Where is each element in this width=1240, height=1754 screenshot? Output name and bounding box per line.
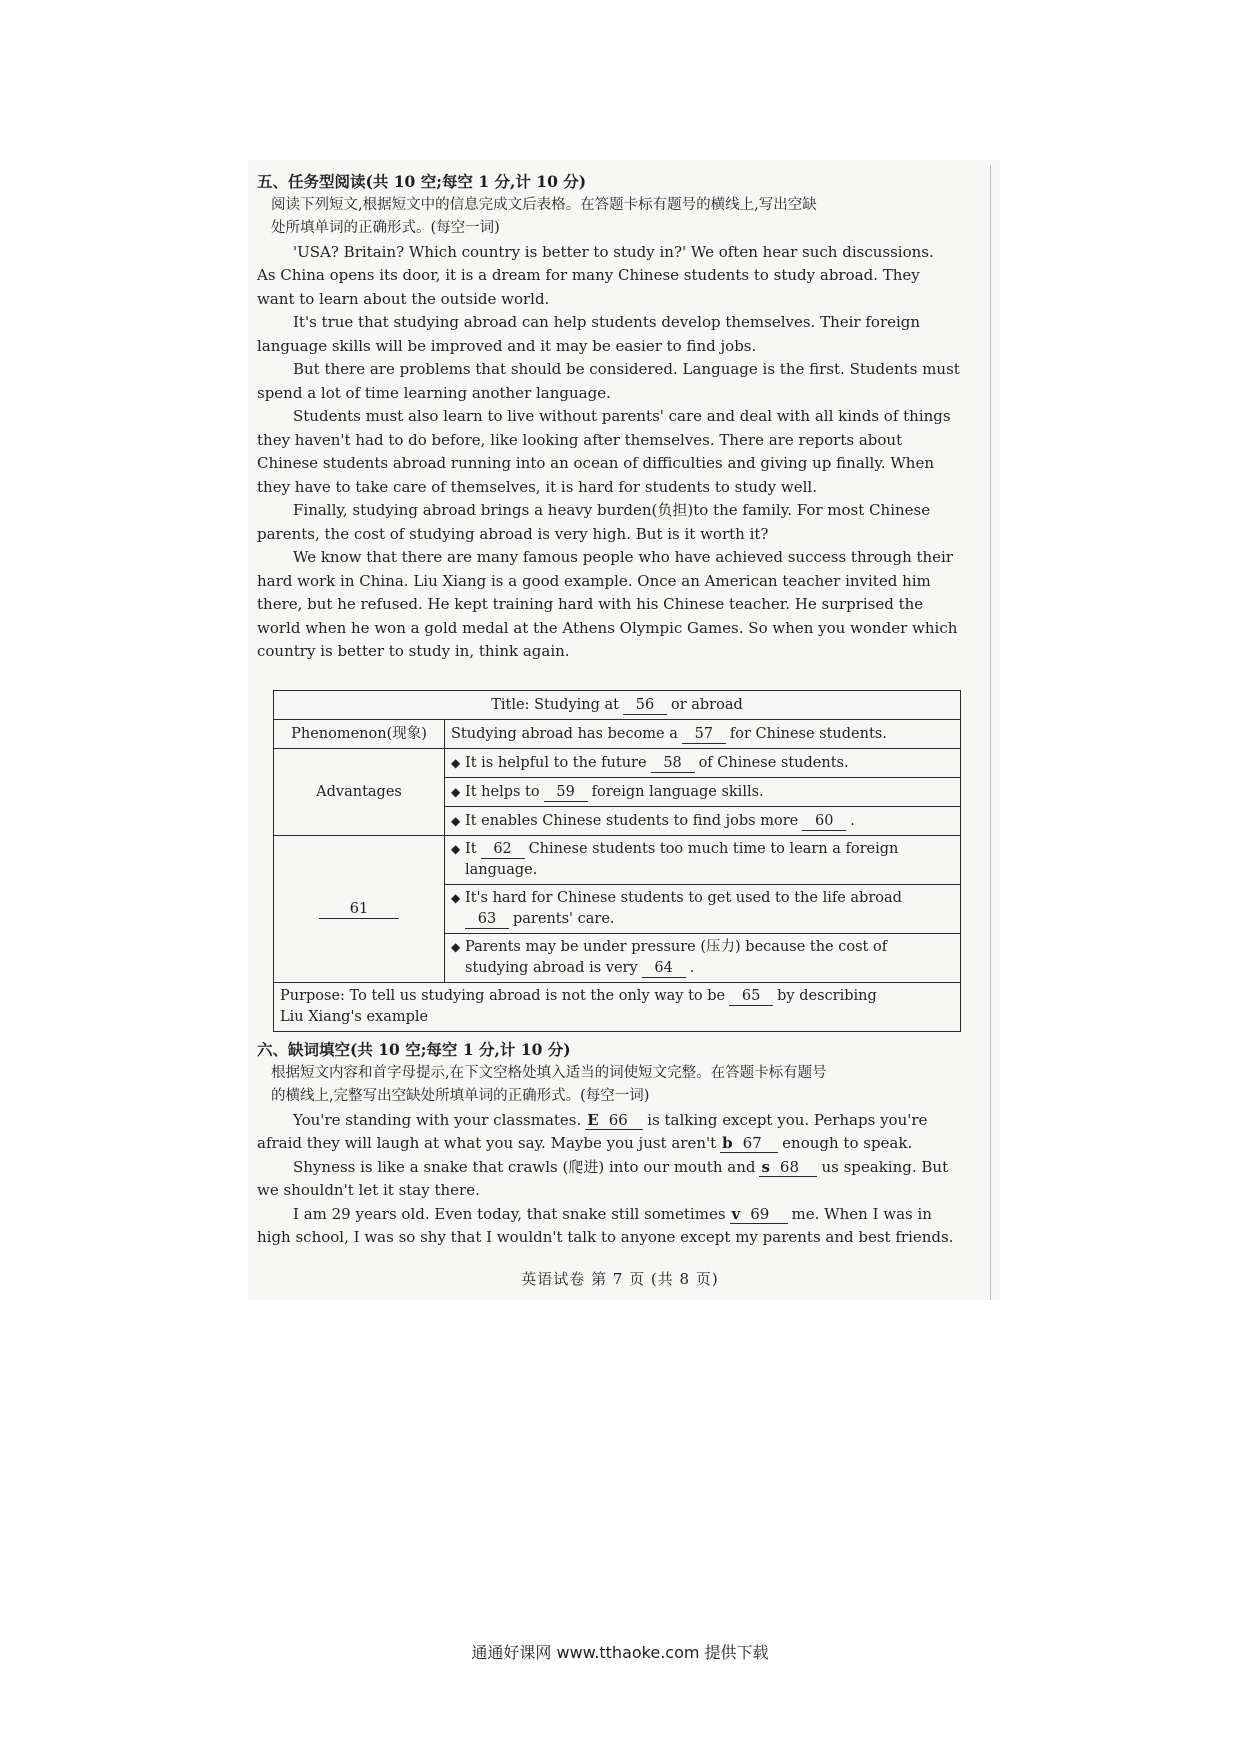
purpose-text: Purpose: To tell us studying abroad is not the only way to be [280, 988, 726, 1004]
disadvantage-text: It [465, 841, 477, 857]
cloze-blank-number: 67 [742, 1134, 762, 1152]
answer-blank-63: 63 [465, 911, 509, 929]
cloze-blank-67 [720, 1135, 778, 1153]
advantage-text: It enables Chinese students to find jobs more [465, 812, 799, 829]
passage-line: country is better to study in, think again. [257, 642, 570, 660]
title-text-before: Title: Studying at [491, 696, 619, 713]
section-5-instruction-line: 阅读下列短文,根据短文中的信息完成文后表格。在答题卡标有题号的横线上,写出空缺 [271, 196, 817, 213]
page-edge-rule [990, 165, 991, 1300]
disadvantage-text-line2: studying abroad is very [465, 960, 638, 976]
advantage-item [445, 778, 961, 807]
cloze-line [257, 1226, 985, 1250]
diamond-bullet-icon: ◆ [451, 842, 461, 856]
phenomenon-cell [445, 720, 961, 749]
cloze-text-after: me. When I was in [791, 1204, 932, 1223]
disadvantage-text: Parents may be under pressure (压力) because the cost of [465, 939, 888, 955]
title-text-after: or abroad [670, 696, 743, 713]
section-5-heading: 五、任务型阅读(共 10 空;每空 1 分,计 10 分) [257, 172, 587, 191]
passage-line: hard work in China. Liu Xiang is a good example. Once an American teacher invited him [257, 571, 931, 590]
purpose-text-after: by describing [777, 988, 877, 1004]
passage-line: Finally, studying abroad brings a heavy burden(负担)to the family. For most Chinese [293, 501, 931, 519]
passage-line: As China opens its door, it is a dream for many Chinese students to study abroad. They [257, 266, 920, 284]
cloze-line [257, 1156, 985, 1180]
advantage-text-after: of Chinese students. [698, 754, 849, 771]
passage-line: spend a lot of time learning another language. [257, 383, 611, 402]
passage-line: 'USA? Britain? Which country is better to study in?' We often hear such discussions. [293, 242, 934, 261]
cloze-blank-number: 68 [779, 1157, 800, 1176]
cloze-blank-68 [759, 1159, 817, 1177]
section-6 [257, 1038, 985, 1250]
advantage-text: It helps to [465, 783, 540, 800]
passage-line: they haven't had to do before, like looking after themselves. There are reports about [257, 430, 903, 449]
cloze-initial-letter: v [731, 1204, 741, 1223]
passage-line: world when he won a gold medal at the Athens Olympic Games. So when you wonder which [257, 618, 958, 637]
cloze-line [257, 1179, 985, 1203]
phenomenon-label: Phenomenon(现象) [274, 720, 445, 749]
cloze-blank-number: 69 [750, 1204, 770, 1223]
diamond-bullet-icon: ◆ [451, 784, 461, 799]
answer-blank-64: 64 [642, 960, 686, 978]
diamond-bullet-icon: ◆ [451, 891, 461, 905]
advantages-label: Advantages [274, 749, 445, 836]
passage-line: We know that there are many famous people who have achieved success through their [293, 548, 954, 566]
answer-blank-58: 58 [651, 755, 695, 773]
disadvantage-item [445, 934, 961, 983]
cloze-text-after: enough to speak. [782, 1134, 913, 1152]
section-5 [257, 170, 985, 664]
advantage-item [445, 807, 961, 836]
section-5-instruction-line: 处所填单词的正确形式。(每空一词) [271, 220, 500, 236]
disadvantages-label [274, 836, 445, 983]
answer-blank-62: 62 [481, 841, 525, 859]
disadvantage-text-after: parents' care. [513, 911, 615, 927]
cloze-initial-letter: b [722, 1134, 733, 1152]
cloze-text-after: us speaking. But [821, 1157, 949, 1176]
advantage-text-after: . [850, 812, 855, 829]
advantage-text: It is helpful to the future [465, 754, 647, 771]
passage-line: there, but he refused. He kept training hard with his Chinese teacher. He surprised the [257, 595, 924, 613]
cloze-text: high school, I was so shy that I wouldn't talk to anyone except my parents and best friends. [257, 1228, 954, 1246]
cloze-text: afraid they will laugh at what you say. Maybe you just aren't [257, 1134, 717, 1152]
cloze-blank-number: 66 [608, 1110, 628, 1129]
cloze-text: Shyness is like a snake that crawls (爬进) into our mouth and [293, 1157, 756, 1176]
disadvantage-text: It's hard for Chinese students to get used to the life abroad [465, 890, 902, 906]
cloze-initial-letter: E [587, 1110, 599, 1129]
cloze-text: we shouldn't let it stay there. [257, 1181, 480, 1199]
answer-blank-60: 60 [802, 813, 846, 831]
disadvantage-text-after: . [689, 960, 695, 976]
passage-line: But there are problems that should be considered. Language is the first. Students must [293, 360, 960, 378]
answer-blank-61: 61 [319, 901, 399, 919]
cloze-passage [257, 1109, 985, 1250]
section-6-heading: 六、缺词填空(共 10 空;每空 1 分,计 10 分) [257, 1040, 571, 1059]
cloze-line [257, 1132, 985, 1156]
answer-blank-57: 57 [682, 726, 726, 744]
passage-line: Students must also learn to live without parents' care and deal with all kinds of things [293, 407, 951, 425]
diamond-bullet-icon: ◆ [451, 755, 461, 770]
diamond-bullet-icon: ◆ [451, 813, 461, 828]
passage-line: parents, the cost of studying abroad is very high. But is it worth it? [257, 524, 769, 543]
section-6-instruction-line: 根据短文内容和首字母提示,在下文空格处填入适当的词使短文完整。在答题卡标有题号 [271, 1064, 827, 1081]
purpose-cell [274, 983, 961, 1032]
answer-blank-56: 56 [623, 697, 667, 715]
cloze-line [257, 1109, 985, 1133]
cloze-line [257, 1203, 985, 1227]
passage-line: Chinese students abroad running into an ocean of difficulties and giving up finally. When [257, 454, 934, 472]
cloze-blank-66 [585, 1112, 643, 1130]
answer-blank-59: 59 [544, 784, 588, 802]
download-source-line: 通通好课网 www.tthaoke.com 提供下载 [471, 1643, 769, 1662]
disadvantage-item [445, 836, 961, 885]
purpose-text-line2: Liu Xiang's example [280, 1009, 429, 1025]
phenomenon-text-after: for Chinese students. [729, 725, 887, 742]
passage-line: language skills will be improved and it may be easier to find jobs. [257, 336, 757, 355]
advantage-item [445, 749, 961, 778]
answer-blank-65: 65 [729, 988, 773, 1006]
cloze-text-after: is talking except you. Perhaps you're [647, 1110, 928, 1129]
passage-line: they have to take care of themselves, it is hard for students to study well. [257, 477, 817, 496]
phenomenon-text: Studying abroad has become a [451, 725, 678, 742]
cloze-text: You're standing with your classmates. [293, 1110, 582, 1129]
task-table [273, 690, 961, 1032]
cloze-blank-69 [730, 1206, 788, 1224]
disadvantage-text-line2: language. [465, 862, 538, 878]
table-title-cell [274, 691, 961, 720]
section-6-instruction-line: 的横线上,完整写出空缺处所填单词的正确形式。(每空一词) [271, 1088, 650, 1104]
disadvantage-item [445, 885, 961, 934]
passage-line: It's true that studying abroad can help students develop themselves. Their foreign [293, 313, 921, 331]
passage-line: want to learn about the outside world. [257, 289, 550, 308]
cloze-text: I am 29 years old. Even today, that snake still sometimes [293, 1204, 726, 1223]
page-number-footer: 英语试卷 第 7 页 (共 8 页) [521, 1270, 719, 1288]
advantage-text-after: foreign language skills. [591, 783, 764, 800]
diamond-bullet-icon: ◆ [451, 940, 461, 954]
cloze-initial-letter: s [761, 1157, 770, 1176]
disadvantage-text-after: Chinese students too much time to learn a foreign [528, 841, 899, 857]
reading-passage [257, 241, 985, 664]
